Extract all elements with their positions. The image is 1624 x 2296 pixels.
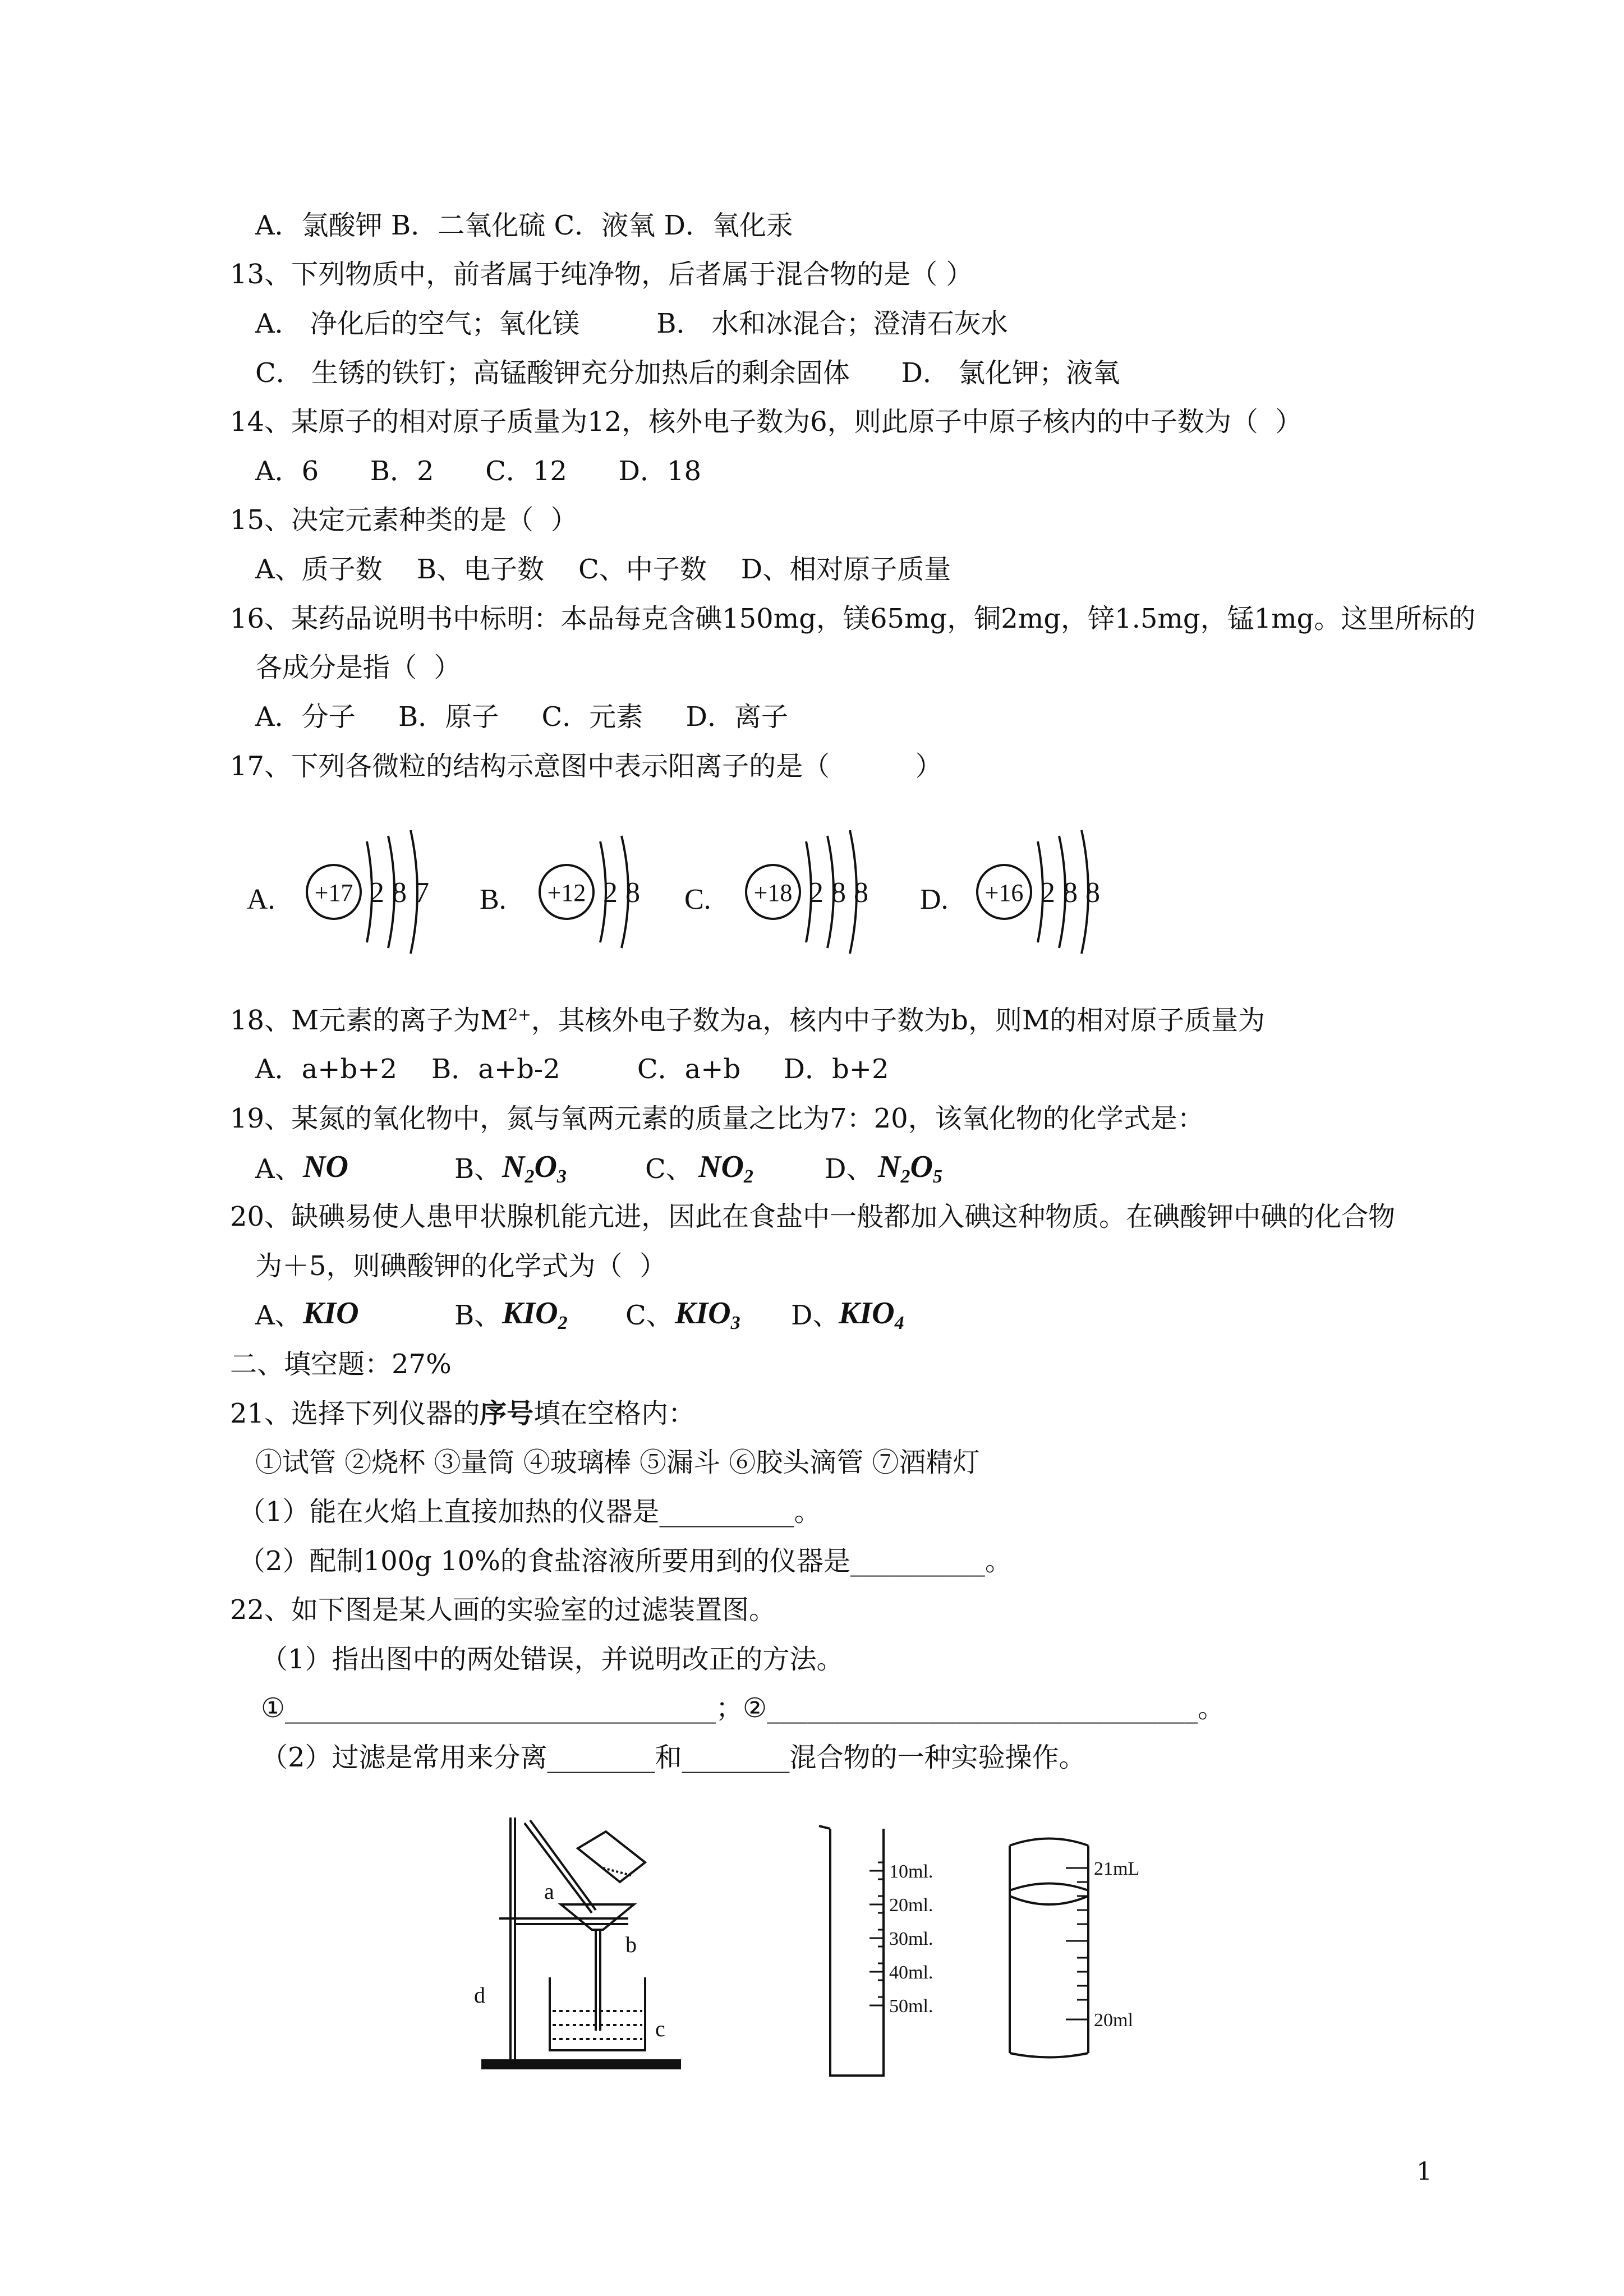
q14-options: A．6 B．2 C．12 D．18 [255,455,702,487]
q16-stem-line2: 各成分是指（ ） [255,652,461,683]
q20-label-b: B、 [454,1300,502,1331]
q17-stem: 17、下列各微粒的结构示意图中表示阳离子的是（ ） [230,751,942,782]
atom-diagram-d [920,830,1100,954]
cylinder-mark-30: 30ml. [889,1929,933,1949]
q21-part1: （1）能在火焰上直接加热的仪器是__________。 [238,1496,821,1527]
cylinder-mark-40: 40ml. [889,1962,933,1983]
nucleus-b: +12 [547,879,586,907]
atom-diagram-a [247,830,429,954]
shell-d-1: 2 [1041,877,1055,909]
cylinder-closeup-figure [999,1823,1189,2070]
q20-formula-c: $KIO_3$ [675,1296,740,1333]
figure-label-b: b [625,1932,637,1957]
q19-label-d: D、 [825,1153,873,1185]
q20-label-d: D、 [791,1300,840,1331]
q18-charge: 2+ [508,1005,531,1024]
q13-options-ab: A． 净化后的空气；氧化镁 B． 水和冰混合；澄清石灰水 [255,308,1008,339]
shell-d-2: 8 [1063,877,1078,909]
q21-instrument-list: ①试管 ②烧杯 ③量筒 ④玻璃棒 ⑤漏斗 ⑥胶头滴管 ⑦酒精灯 [255,1447,980,1478]
shell-c-1: 2 [809,877,823,909]
shell-b-2: 8 [625,877,640,909]
q20-formula-b: $KIO_2$ [502,1296,568,1333]
q20-options [255,1297,1265,1337]
nucleus-a: +17 [314,879,353,907]
q22-stem: 22、如下图是某人画的实验室的过滤装置图。 [230,1594,776,1626]
atom-label-d: D. [920,884,949,915]
q19-label-c: C、 [645,1153,693,1185]
atom-structure-diagrams [247,825,1122,954]
filtration-apparatus-figure [466,1809,690,2078]
q12-options: A．氯酸钾 B．二氧化硫 C．液氧 D．氧化汞 [255,210,793,241]
shell-d-3: 8 [1085,877,1100,909]
q15-options: A、质子数 B、电子数 C、中子数 D、相对原子质量 [255,554,951,585]
q20-label-a: A、 [255,1300,302,1331]
figure-label-a: a [544,1879,554,1904]
q19-stem: 19、某氮的氧化物中，氮与氧两元素的质量之比为7：20，该氧化物的化学式是： [230,1103,1204,1134]
q16-stem-line1: 16、某药品说明书中标明：本品每克含碘150mg，镁65mg，铜2mg，锌1.5mg，锰1mg。这里所标的 [230,603,1476,634]
q19-formula-d: $N_2O_5$ [878,1149,942,1187]
cylinder-mark-50: 50ml. [889,1996,933,2017]
shell-c-2: 8 [831,877,846,909]
q19-formula-a: NO [303,1149,348,1184]
q19-label-a: A、 [255,1153,302,1185]
q20-formula-d: $KIO_4$ [839,1296,904,1333]
closeup-mark-20: 20ml [1094,2010,1133,2031]
cylinder-mark-20: 20ml. [889,1895,933,1916]
cylinder-mark-10: 10ml. [889,1861,933,1882]
q22-part1-blanks: ①________________________________；②________________________________。 [261,1692,1225,1724]
q21-stem: 21、选择下列仪器的序号填在空格内： [230,1398,696,1429]
nucleus-d: +16 [984,879,1024,907]
shell-b-1: 2 [603,877,618,909]
shell-a-3: 7 [415,877,429,909]
shell-c-3: 8 [854,877,868,909]
q19-formula-c: $NO_2$ [698,1149,753,1187]
q13-options-cd: C． 生锈的铁钉；高锰酸钾充分加热后的剩余固体 D． 氯化钾；液氧 [255,357,1120,389]
q22-part1: （1）指出图中的两处错误，并说明改正的方法。 [261,1644,844,1675]
section-2-heading: 二、填空题：27% [230,1349,452,1380]
page-number: 1 [1416,2157,1432,2186]
shell-a-1: 2 [370,877,384,909]
q19-label-b: B、 [454,1153,502,1185]
q20-label-c: C、 [625,1300,673,1331]
atom-label-c: C. [684,884,711,915]
q18-options: A．a+b+2 B．a+b-2 C．a+b D．b+2 [255,1053,889,1085]
atom-diagram-b [480,836,640,948]
atom-label-b: B. [480,884,507,915]
q20-stem-line1: 20、缺碘易使人患甲状腺机能亢进，因此在食盐中一般都加入碘这种物质。在碘酸钾中碘的化合物 [230,1201,1396,1232]
q20-formula-a: KIO [303,1296,359,1331]
q19-options [255,1151,1265,1190]
nucleus-c: +18 [753,879,793,907]
q21-part2: （2）配制100g 10%的食盐溶液所要用到的仪器是__________。 [238,1545,1012,1577]
graduated-cylinder-figure [816,1823,984,2087]
figure-label-d: d [474,1982,485,2008]
q13-stem: 13、下列物质中，前者属于纯净物，后者属于混合物的是（ ） [230,259,973,290]
q19-formula-b: $N_2O_3$ [502,1149,567,1187]
q22-part2: （2）过滤是常用来分离________和________混合物的一种实验操作。 [261,1742,1086,1773]
atom-label-a: A. [247,884,275,915]
q15-stem: 15、决定元素种类的是（ ） [230,504,578,536]
q18-stem: 18、M元素的离子为$M^{2+}$，其核外电子数为a，核内中子数为b，则M的相对原子质量为 [230,1005,1266,1036]
q14-stem: 14、某原子的相对原子质量为12，核外电子数为6，则此原子中原子核内的中子数为（ ） [230,406,1303,438]
figure-label-c: c [655,2016,665,2041]
q16-options: A．分子 B．原子 C．元素 D．离子 [255,701,789,733]
atom-diagram-c [684,830,868,954]
q20-stem-line2: 为＋5，则碘酸钾的化学式为（ ） [255,1250,667,1282]
shell-a-2: 8 [392,877,407,909]
q21-bold-keyword: 序号 [480,1398,534,1429]
closeup-mark-21: 21mL [1094,1858,1140,1879]
